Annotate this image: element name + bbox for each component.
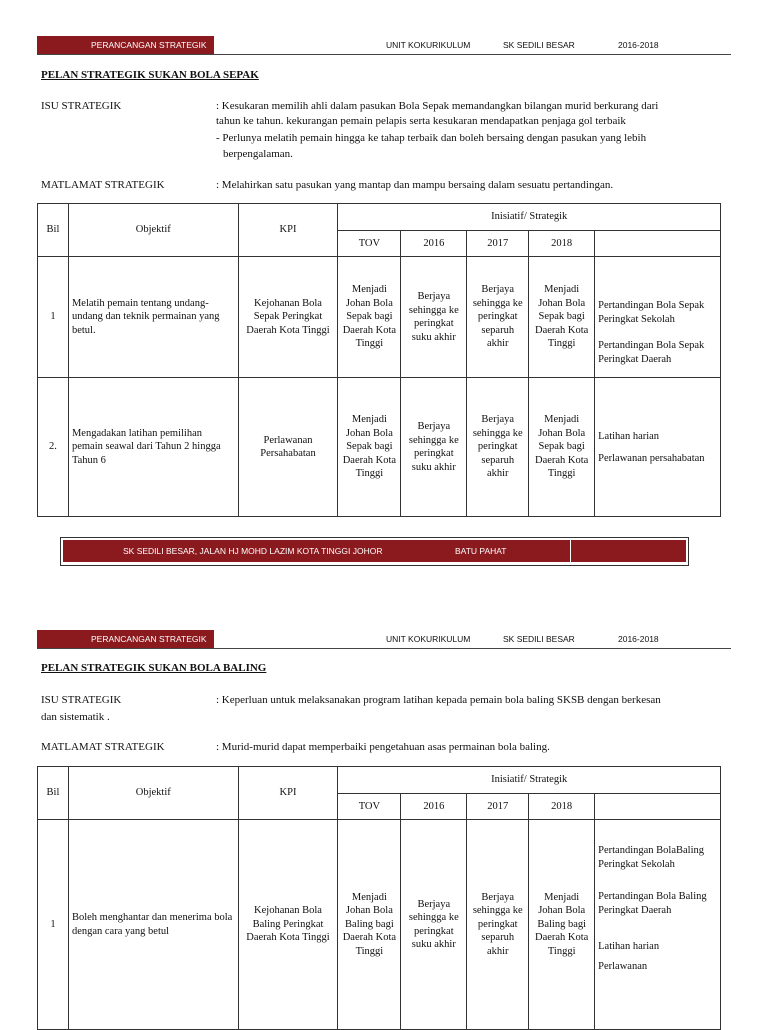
strategy-item: Perlawanan persahabatan	[598, 452, 705, 464]
col-kpi: KPI	[238, 204, 338, 257]
row-tov: Menjadi Johan Bola Baling bagi Daerah Kota Tinggi	[338, 820, 401, 1030]
col-tov: TOV	[338, 794, 401, 820]
isu-line-2: dan sistematik .	[41, 711, 110, 723]
isu-line-3: - Perlunya melatih pemain hingga ke tahap terbaik dan boleh bersaing dengan pasukan yang lebih	[216, 132, 647, 144]
isu-line-1: : Kesukaran memilih ahli dalam pasukan Bola Sepak memandangkan bilangan murid berkurang dari	[216, 100, 659, 112]
strategy-item: Pertandingan Bola Sepak Peringkat Sekolah	[598, 300, 705, 325]
col-bil: Bil	[38, 767, 69, 820]
col-2018: 2018	[529, 231, 595, 257]
header-years: 2016-2018	[618, 40, 659, 50]
header-school: SK SEDILI BESAR	[503, 40, 575, 50]
row-2016: Berjaya sehingga ke peringkat suku akhir	[401, 378, 467, 517]
matlamat-label: MATLAMAT STRATEGIK	[41, 179, 165, 191]
header-school: SK SEDILI BESAR	[503, 634, 575, 644]
strategy-table	[37, 766, 721, 1030]
row-objektif: Boleh menghantar dan menerima bola dengan cara yang betul	[68, 820, 238, 1030]
header-bar	[37, 630, 214, 648]
strategy-table	[37, 203, 721, 517]
header-bar-label: PERANCANGAN STRATEGIK	[91, 634, 207, 644]
col-kpi: KPI	[238, 767, 338, 820]
header-years: 2016-2018	[618, 634, 659, 644]
row-kpi: Kejohanan Bola Sepak Peringkat Daerah Kota Tinggi	[238, 257, 338, 378]
strategy-item: Latihan harian	[598, 941, 660, 952]
strategy-item: Latihan harian	[598, 431, 660, 442]
col-2017: 2017	[467, 794, 529, 820]
header-divider	[37, 54, 731, 55]
isu-label: ISU STRATEGIK	[41, 100, 122, 112]
col-inisiatif: Inisiatif/ Strategik	[338, 204, 721, 231]
col-objektif: Objektif	[68, 204, 238, 257]
table-row	[38, 257, 721, 378]
footer-address: SK SEDILI BESAR, JALAN HJ MOHD LAZIM KOTA TINGGI JOHOR	[123, 546, 383, 556]
header-bar-label: PERANCANGAN STRATEGIK	[91, 40, 207, 50]
row-kpi: Kejohanan Bola Baling Peringkat Daerah Kota Tinggi	[238, 820, 338, 1030]
row-tov: Menjadi Johan Bola Sepak bagi Daerah Kota Tinggi	[338, 378, 401, 517]
col-2016: 2016	[401, 231, 467, 257]
isu-label: ISU STRATEGIK	[41, 694, 122, 706]
header-divider	[37, 648, 731, 649]
col-blank	[595, 231, 721, 257]
row-2017: Berjaya sehingga ke peringkat separuh akhir	[467, 378, 529, 517]
col-2016: 2016	[401, 794, 467, 820]
matlamat-text: : Murid-murid dapat memperbaiki pengetahuan asas permainan bola baling.	[216, 741, 550, 753]
footer	[60, 537, 689, 566]
table-row	[38, 378, 721, 517]
row-2016: Berjaya sehingga ke peringkat suku akhir	[401, 257, 467, 378]
row-2016: Berjaya sehingga ke peringkat suku akhir	[401, 820, 467, 1030]
section-title: PELAN STRATEGIK SUKAN BOLA BALING	[41, 662, 267, 674]
row-objektif: Melatih pemain tentang undang-undang dan teknik permainan yang betul.	[68, 257, 238, 378]
isu-line-2: tahun ke tahun. kekurangan pemain pelapis serta kesukaran mendapatkan penjaga gol terbaik	[216, 115, 626, 127]
strategy-item: Pertandingan BolaBaling Peringkat Sekolah	[598, 845, 704, 870]
row-bil: 1	[38, 257, 69, 378]
isu-line-4: berpengalaman.	[223, 148, 293, 160]
matlamat-text: : Melahirkan satu pasukan yang mantap dan mampu bersaing dalam sesuatu pertandingan.	[216, 179, 614, 191]
strategy-item: Pertandingan Bola Sepak Peringkat Daerah	[598, 340, 705, 365]
row-strategy	[595, 820, 721, 1030]
row-kpi: Perlawanan Persahabatan	[238, 378, 338, 517]
col-objektif: Objektif	[68, 767, 238, 820]
row-2018: Menjadi Johan Bola Baling bagi Daerah Kota Tinggi	[529, 820, 595, 1030]
matlamat-label: MATLAMAT STRATEGIK	[41, 741, 165, 753]
row-bil: 2.	[38, 378, 69, 517]
header-bar	[37, 36, 214, 54]
header-unit: UNIT KOKURIKULUM	[386, 40, 471, 50]
strategy-item: Pertandingan Bola Baling Peringkat Daerah	[598, 891, 707, 916]
col-blank	[595, 794, 721, 820]
row-2017: Berjaya sehingga ke peringkat separuh akhir	[467, 820, 529, 1030]
section-title: PELAN STRATEGIK SUKAN BOLA SEPAK	[41, 69, 259, 81]
row-2018: Menjadi Johan Bola Sepak bagi Daerah Kota Tinggi	[529, 257, 595, 378]
row-2017: Berjaya sehingga ke peringkat separuh akhir	[467, 257, 529, 378]
row-tov: Menjadi Johan Bola Sepak bagi Daerah Kota Tinggi	[338, 257, 401, 378]
col-bil: Bil	[38, 204, 69, 257]
row-2018: Menjadi Johan Bola Sepak bagi Daerah Kota Tinggi	[529, 378, 595, 517]
col-2017: 2017	[467, 231, 529, 257]
col-2018: 2018	[529, 794, 595, 820]
header-unit: UNIT KOKURIKULUM	[386, 634, 471, 644]
footer-separator	[570, 540, 571, 562]
row-strategy	[595, 378, 721, 517]
footer-bar	[63, 540, 686, 562]
strategy-item: Perlawanan	[598, 960, 648, 972]
row-objektif: Mengadakan latihan pemilihan pemain seawal dari Tahun 2 hingga Tahun 6	[68, 378, 238, 517]
footer-city: BATU PAHAT	[455, 546, 507, 556]
table-row	[38, 820, 721, 1030]
col-tov: TOV	[338, 231, 401, 257]
isu-line-1: : Keperluan untuk melaksanakan program latihan kepada pemain bola baling SKSB dengan berkesan	[216, 694, 661, 706]
row-strategy	[595, 257, 721, 378]
col-inisiatif: Inisiatif/ Strategik	[338, 767, 721, 794]
row-bil: 1	[38, 820, 69, 1030]
